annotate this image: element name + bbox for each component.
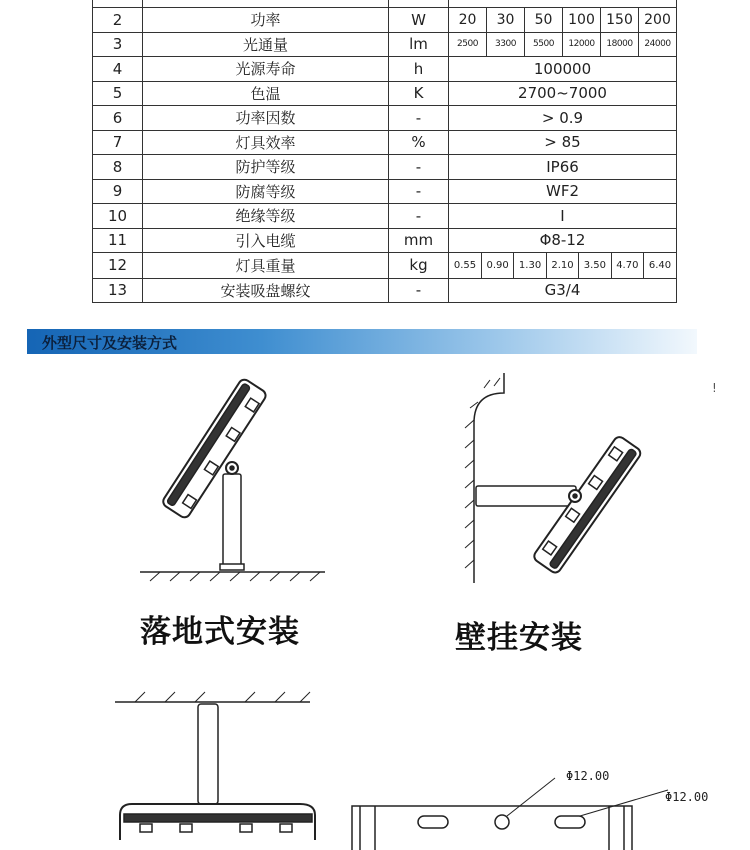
bracket-drawing bbox=[350, 790, 650, 850]
row-item: 引入电缆 bbox=[143, 228, 389, 253]
weight-value: 6.40 bbox=[648, 259, 672, 271]
row-number: 13 bbox=[93, 278, 143, 303]
section-header bbox=[27, 329, 697, 354]
table-row bbox=[93, 0, 677, 8]
row-number: 9 bbox=[93, 179, 143, 204]
row-value: 2700~7000 bbox=[449, 81, 677, 106]
row-unit: - bbox=[389, 278, 449, 303]
power-value: 150 bbox=[601, 8, 639, 33]
row-item: 光通量 bbox=[143, 32, 389, 57]
row-unit: lm bbox=[389, 32, 449, 57]
table-row bbox=[93, 278, 677, 303]
row-number: 11 bbox=[93, 228, 143, 253]
row-item: 色温 bbox=[143, 81, 389, 106]
row-unit: mm bbox=[389, 228, 449, 253]
row-unit: - bbox=[389, 204, 449, 229]
wall-install-caption: 壁挂安装 bbox=[455, 620, 583, 656]
hole-diameter-label: Φ12.00 bbox=[566, 769, 610, 783]
row-number: 7 bbox=[93, 130, 143, 155]
table-row bbox=[93, 253, 677, 279]
weight-value: 0.55 bbox=[449, 253, 481, 278]
row-item bbox=[143, 0, 389, 8]
row-unit bbox=[389, 0, 449, 8]
row-value: IP66 bbox=[449, 155, 677, 180]
row-unit: - bbox=[389, 179, 449, 204]
row-value: Φ8-12 bbox=[449, 228, 677, 253]
row-number: 5 bbox=[93, 81, 143, 106]
power-value: 200 bbox=[639, 8, 677, 33]
row-item: 功率因数 bbox=[143, 106, 389, 131]
row-unit: % bbox=[389, 130, 449, 155]
row-number: 4 bbox=[93, 57, 143, 82]
row-number: 6 bbox=[93, 106, 143, 131]
weight-value: 3.50 bbox=[579, 253, 611, 278]
row-number: 8 bbox=[93, 155, 143, 180]
weight-value: 2.10 bbox=[546, 253, 578, 278]
flux-value: 3300 bbox=[487, 32, 525, 57]
table-row bbox=[93, 106, 677, 131]
row-value: 100000 bbox=[449, 57, 677, 82]
table-row bbox=[93, 204, 677, 229]
row-value: G3/4 bbox=[449, 278, 677, 303]
row-item: 功率 bbox=[143, 8, 389, 33]
row-unit: h bbox=[389, 57, 449, 82]
table-row bbox=[93, 130, 677, 155]
table-row bbox=[93, 81, 677, 106]
table-row bbox=[93, 228, 677, 253]
spec-table bbox=[92, 0, 677, 303]
row-unit: kg bbox=[389, 253, 449, 279]
row-item: 安装吸盘螺纹 bbox=[143, 278, 389, 303]
edge-mark: ! bbox=[712, 381, 717, 395]
row-unit: K bbox=[389, 81, 449, 106]
row-unit: - bbox=[389, 106, 449, 131]
hole-diameter-label: Φ12.00 bbox=[665, 790, 709, 804]
weight-value: 0.90 bbox=[481, 253, 513, 278]
table-row bbox=[93, 179, 677, 204]
row-item: 防护等级 bbox=[143, 155, 389, 180]
row-number: 3 bbox=[93, 32, 143, 57]
power-value: 100 bbox=[563, 8, 601, 33]
table-row bbox=[93, 57, 677, 82]
floor-install-caption: 落地式安装 bbox=[140, 614, 300, 650]
row-number: 10 bbox=[93, 204, 143, 229]
row-value: WF2 bbox=[449, 179, 677, 204]
table-row bbox=[93, 155, 677, 180]
row-value: > 0.9 bbox=[449, 106, 677, 131]
weight-value: 1.30 bbox=[514, 253, 546, 278]
floor-install-drawing bbox=[140, 372, 340, 582]
weight-subtable bbox=[449, 253, 676, 278]
flux-value: 12000 bbox=[563, 32, 601, 57]
power-value: 20 bbox=[449, 8, 487, 33]
row-value: I bbox=[449, 204, 677, 229]
row-item: 灯具重量 bbox=[143, 253, 389, 279]
row-number: 12 bbox=[93, 253, 143, 279]
flux-value: 2500 bbox=[449, 32, 487, 57]
flux-value: 24000 bbox=[639, 32, 677, 57]
row-value bbox=[449, 0, 677, 8]
ceiling-install-drawing bbox=[110, 690, 330, 830]
row-value: > 85 bbox=[449, 130, 677, 155]
row-unit: W bbox=[389, 8, 449, 33]
row-item: 灯具效率 bbox=[143, 130, 389, 155]
row-item: 光源寿命 bbox=[143, 57, 389, 82]
weight-value: 4.70 bbox=[611, 253, 643, 278]
row-number: 2 bbox=[93, 8, 143, 33]
table-row bbox=[93, 32, 677, 57]
flux-value: 5500 bbox=[525, 32, 563, 57]
row-item: 绝缘等级 bbox=[143, 204, 389, 229]
row-unit: - bbox=[389, 155, 449, 180]
wall-install-drawing bbox=[460, 368, 660, 583]
weight-cell bbox=[449, 253, 677, 279]
flux-value: 18000 bbox=[601, 32, 639, 57]
table-row bbox=[93, 8, 677, 33]
row-number bbox=[93, 0, 143, 8]
section-title: 外型尺寸及安装方式 bbox=[42, 334, 178, 352]
power-value: 50 bbox=[525, 8, 563, 33]
row-item: 防腐等级 bbox=[143, 179, 389, 204]
power-value: 30 bbox=[487, 8, 525, 33]
